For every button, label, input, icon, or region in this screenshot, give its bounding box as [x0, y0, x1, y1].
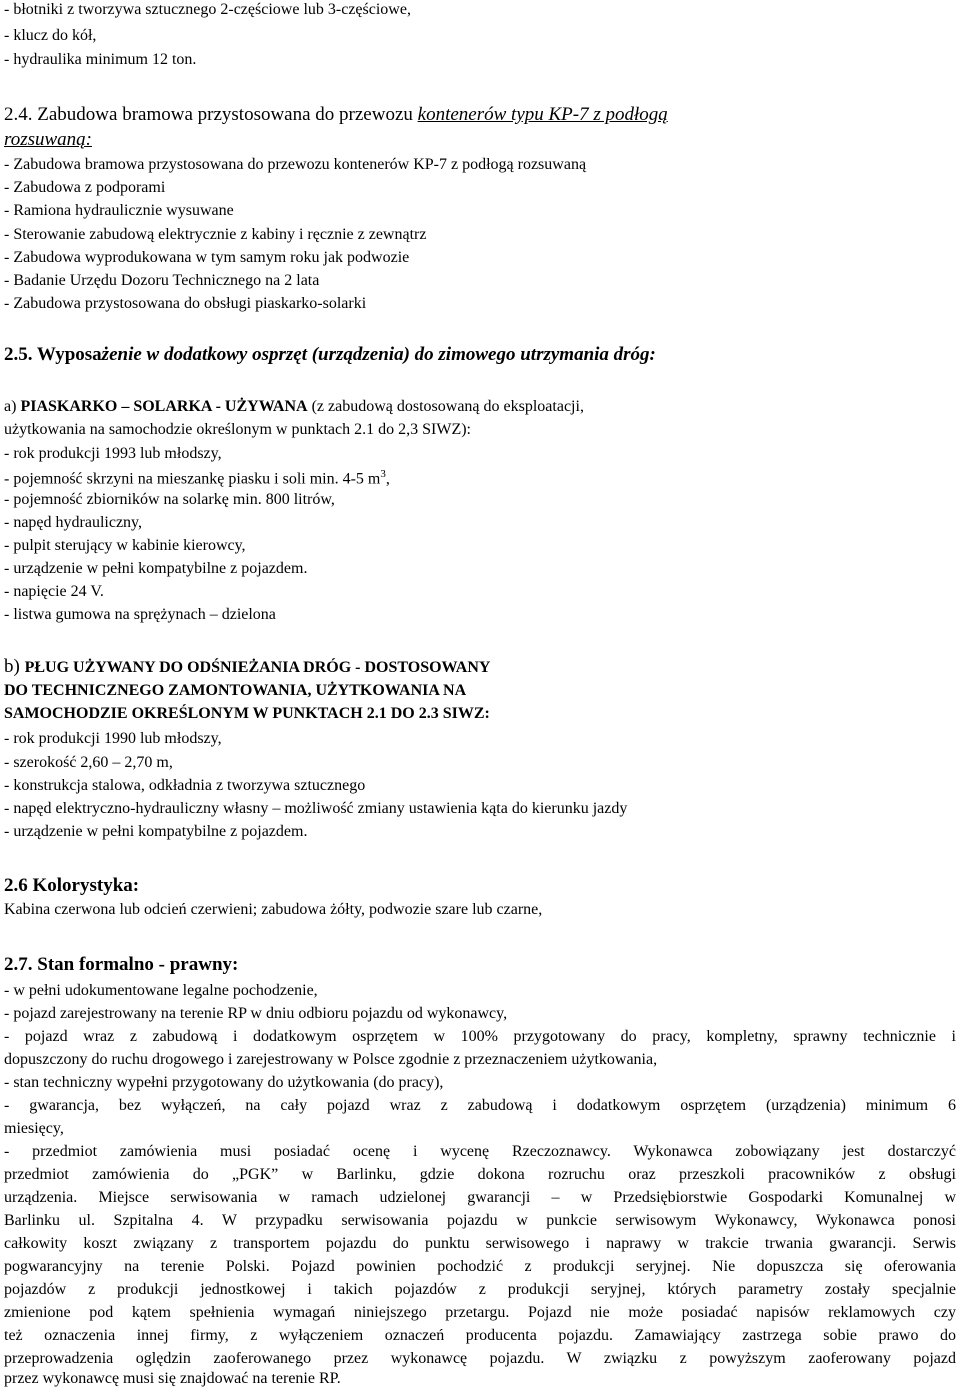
- paragraph-line: dopuszczony do ruchu drogowego i zarejestrowany w Polsce zgodnie z przeznaczeniem użytkowania,: [4, 1051, 658, 1068]
- item-a-rest: (z zabudową dostosowaną do eksploatacji,: [307, 398, 584, 415]
- list-item: [4, 469, 390, 487]
- paragraph-line: - pojazd zarejestrowany na terenie RP w dniu odbioru pojazdu od wykonawcy,: [4, 1005, 508, 1022]
- paragraph-line: - przedmiot zamówienia musi posiadać ocenę i wycenę Rzeczoznawcy. Wykonawca zobowiązany jest dostarczyć: [4, 1143, 956, 1160]
- section-2-6-heading: 2.6 Kolorystyka:: [4, 875, 140, 896]
- list-item: - Ramiona hydraulicznie wysuwane: [4, 202, 234, 219]
- paragraph-line: całkowity koszt związany z transportem pojazdu do punktu serwisowego i naprawy w trakcie trwania gwarancji. Serwis: [4, 1235, 956, 1252]
- paragraph-line: też oznaczenia innej firmy, z wyłączeniem oznaczeń producenta pojazdu. Zamawiający zastrzega sobie prawo do: [4, 1327, 956, 1344]
- section-2-6-text: Kabina czerwona lub odcień czerwieni; zabudowa żółty, podwozie szare lub czarne,: [4, 901, 543, 918]
- item-b-title-line-1: [4, 657, 490, 676]
- list-item: - napęd hydrauliczny,: [4, 514, 143, 531]
- paragraph-line: - w pełni udokumentowane legalne pochodzenie,: [4, 982, 318, 999]
- list-item: - konstrukcja stalowa, odkładnia z tworzywa sztucznego: [4, 777, 366, 794]
- section-2-5-heading-part2: żenie w dodatkowy osprzęt (urządzenia) do zimowego utrzymania dróg:: [101, 344, 656, 365]
- paragraph-line: - stan techniczny wypełni przygotowany do użytkowania (do pracy),: [4, 1074, 444, 1091]
- list-item: - pulpit sterujący w kabinie kierowcy,: [4, 537, 246, 554]
- list-item: - Sterowanie zabudową elektrycznie z kabiny i ręcznie z zewnątrz: [4, 226, 427, 243]
- list-item: - napęd elektryczno-hydrauliczny własny – możliwość zmiany ustawienia kąta do kierunku jazdy: [4, 800, 628, 817]
- paragraph-line: przedmiot zamówienia do „PGK” w Barlinku, gdzie dokona rozruchu oraz przeszkoli pracowników z obsługi: [4, 1166, 956, 1183]
- item-a-line-1: [4, 399, 584, 415]
- list-item: - Zabudowa bramowa przystosowana do przewozu kontenerów KP-7 z podłogą rozsuwaną: [4, 156, 587, 173]
- paragraph-line: - gwarancja, bez wyłączeń, na cały pojazd wraz z zabudową i dodatkowym osprzętem (urządzenia) minimum 6: [4, 1097, 956, 1114]
- item-a-prefix: a): [4, 398, 21, 415]
- paragraph-line: Barlinku ul. Szpitalna 4. W przypadku serwisowania pojazdu w punkcie serwisowym Wykonawcy, Wykonawca ponosi: [4, 1212, 956, 1229]
- list-item-suffix: ,: [385, 470, 390, 488]
- section-2-7-heading: 2.7. Stan formalno - prawny:: [4, 954, 239, 975]
- paragraph-line: przez wykonawcę musi się znajdować na terenie RP.: [4, 1370, 341, 1387]
- item-a-line-2: użytkowania na samochodzie określonym w punktach 2.1 do 2,3 SIWZ):: [4, 421, 471, 438]
- list-item: - listwa gumowa na sprężynach – dzielona: [4, 606, 276, 623]
- top-line-1: - błotniki z tworzywa sztucznego 2-częściowe lub 3-częściowe,: [4, 1, 411, 18]
- top-line-2: - klucz do kół,: [4, 27, 97, 44]
- list-item: - pojemność zbiorników na solarkę min. 800 litrów,: [4, 491, 335, 508]
- paragraph-line: - pojazd wraz z zabudową i dodatkowym osprzętem w 100% przygotowany do pracy, kompletny, sprawny technicznie i: [4, 1028, 956, 1045]
- list-item-text: - pojemność skrzyni na mieszankę piasku i soli min. 4-5 m: [4, 470, 381, 488]
- paragraph-line: przeprowadzenia oględzin zaoferowanego przez wykonawcę pojazdu. W związku z powyższym zaoferowany pojazd: [4, 1350, 956, 1367]
- paragraph-line: zmienione pod kątem spełnienia wymagań niniejszego przetargu. Pojazd nie może posiadać napisów reklamowych czy: [4, 1304, 956, 1321]
- superscript: 3: [380, 468, 386, 480]
- list-item: - Zabudowa przystosowana do obsługi piaskarko-solarki: [4, 295, 367, 312]
- paragraph-line: urządzenia. Miejsce serwisowania w ramach udzielonej gwarancji – w Przedsiębiorstwie Gospodarki Komunalnej w: [4, 1189, 956, 1206]
- paragraph-line: miesięcy,: [4, 1120, 64, 1137]
- item-a-title: PIASKARKO – SOLARKA - UŻYWANA: [20, 398, 308, 415]
- section-2-5-heading-part1: 2.5. Wyposa: [4, 344, 102, 365]
- list-item: - urządzenie w pełni kompatybilne z pojazdem.: [4, 823, 308, 840]
- list-item: - Zabudowa wyprodukowana w tym samym roku jak podwozie: [4, 249, 410, 266]
- list-item: - Zabudowa z podporami: [4, 179, 166, 196]
- list-item: - rok produkcji 1993 lub młodszy,: [4, 445, 222, 462]
- list-item: - Badanie Urzędu Dozoru Technicznego na 2 lata: [4, 272, 320, 289]
- item-b-title-1: PŁUG UŻYWANY DO ODŚNIEŻANIA DRÓG - DOSTOSOWANY: [24, 659, 491, 676]
- section-2-4-heading: [4, 105, 668, 124]
- list-item: - urządzenie w pełni kompatybilne z pojazdem.: [4, 560, 308, 577]
- list-item: - rok produkcji 1990 lub młodszy,: [4, 730, 222, 747]
- section-2-4-heading-part1: 2.4. Zabudowa bramowa przystosowana do przewozu: [4, 104, 418, 125]
- item-b-title-line-2: DO TECHNICZNEGO ZAMONTOWANIA, UŻYTKOWANIA NA: [4, 682, 467, 699]
- item-b-title-line-3: SAMOCHODZIE OKREŚLONYM W PUNKTACH 2.1 DO 2.3 SIWZ:: [4, 705, 490, 722]
- section-2-4-heading-cont: rozsuwaną:: [4, 129, 92, 150]
- paragraph-line: pogwarancyjny na terenie Polski. Pojazd powinien pochodzić z produkcji seryjnej. Nie dopuszcza się oferowania: [4, 1258, 956, 1275]
- top-line-3: - hydraulika minimum 12 ton.: [4, 51, 197, 68]
- list-item: - szerokość 2,60 – 2,70 m,: [4, 754, 173, 771]
- paragraph-line: pojazdów z produkcji jednostkowej i takich pojazdów z produkcji seryjnej, których parametry zostały specjalnie: [4, 1281, 956, 1298]
- list-item: - napięcie 24 V.: [4, 583, 104, 600]
- section-2-5-heading: [4, 345, 656, 364]
- section-2-4-heading-part2: kontenerów typu KP-7 z podłogą: [417, 104, 668, 125]
- item-b-prefix: b): [4, 656, 25, 677]
